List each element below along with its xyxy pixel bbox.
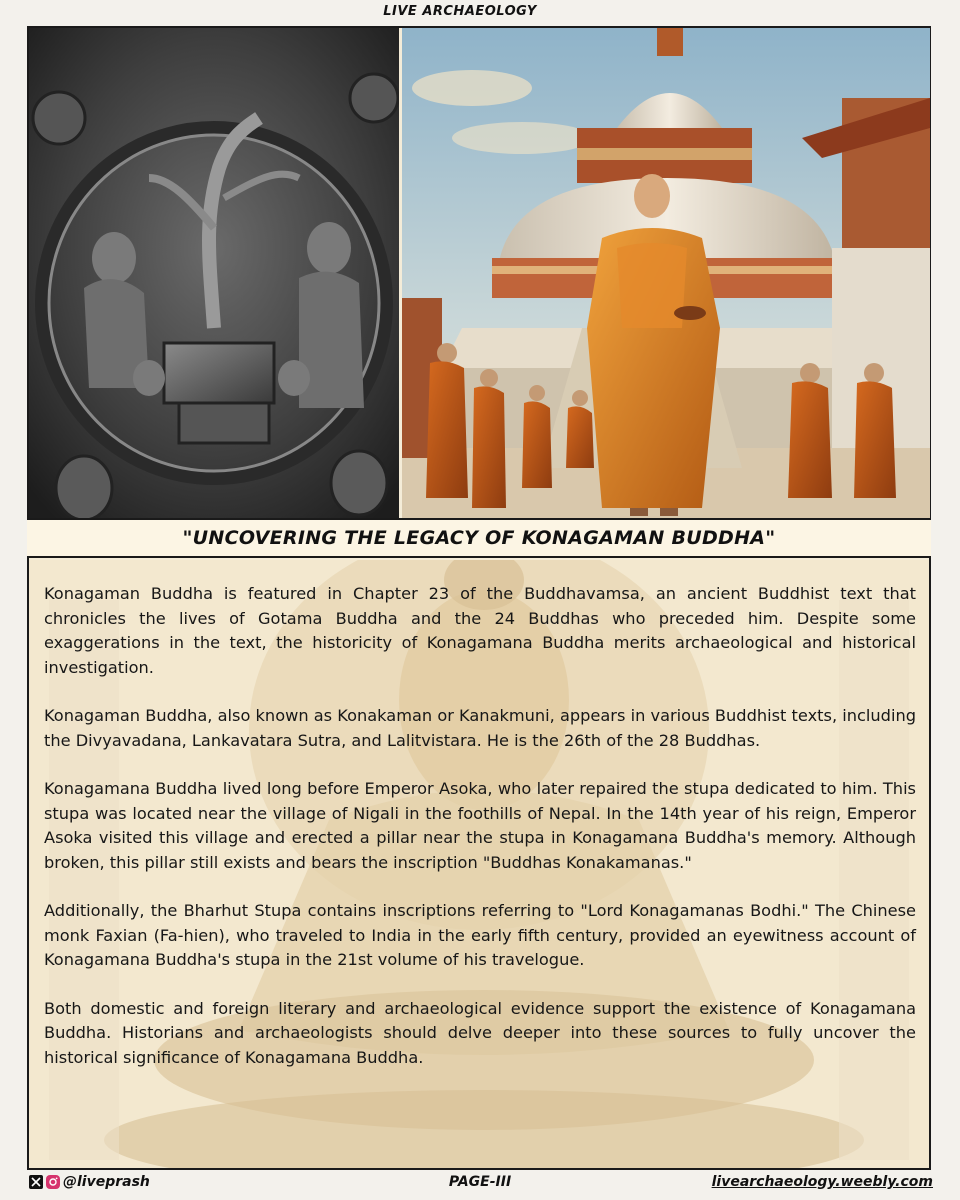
- page-number: PAGE-III: [448, 1174, 512, 1190]
- article-title: "UNCOVERING THE LEGACY OF KONAGAMAN BUDDHA": [182, 527, 776, 549]
- website-link[interactable]: livearchaeology.weebly.com: [711, 1174, 933, 1190]
- article-body: [29, 560, 929, 1168]
- paragraph-3: Konagamana Buddha lived long before Emperor Asoka, who later repaired the stupa dedicated to him. This stupa was located near the village of Nigali in the foothills of Nepal. In the 14th year of his reign, Emperor Asoka visited this village and erected a pillar near the stupa in Konagamana Buddha's memory. Although broken, this pillar still exists and bears the inscription "Buddhas Konakamanas.": [44, 779, 916, 872]
- paragraph-2: Konagaman Buddha, also known as Konakaman or Kanakmuni, appears in various Buddhist texts, including the Divyavadana, Lankavatara Sutra, and Lalitvistara. He is the 26th of the 28 Buddhas.: [44, 706, 916, 750]
- handle-text: @liveprash: [63, 1174, 150, 1190]
- masthead: LIVE ARCHAEOLOGY: [383, 4, 537, 19]
- paragraph-4: Additionally, the Bharhut Stupa contains inscriptions referring to "Lord Konagamanas Bodhi." The Chinese monk Faxian (Fa-hien), who traveled to India in the early fifth century, provided an eyewitness account of Konagamana Buddha's stupa in the 21st volume of his travelogue.: [44, 901, 916, 969]
- relief-carving-image: [29, 28, 399, 518]
- article-title-bar: [27, 518, 931, 558]
- paragraph-5: Both domestic and foreign literary and archaeological evidence support the existence of Konagamana Buddha. Historians and archaeologists should delve deeper into these sources to fully uncover the historical significance of Konagamana Buddha.: [44, 998, 916, 1067]
- stupa-monks-image: [402, 28, 930, 518]
- article-text: [44, 582, 916, 1094]
- footer: [27, 1172, 933, 1196]
- paragraph-1: Konagaman Buddha is featured in Chapter 23 of the Buddhavamsa, an ancient Buddhist text that chronicles the lives of Gotama Buddha and the 24 Buddhas who preceded him. Despite some exaggerations in the text, the historicity of Konagamana Buddha merits archaeological and historical investigation.: [44, 584, 916, 677]
